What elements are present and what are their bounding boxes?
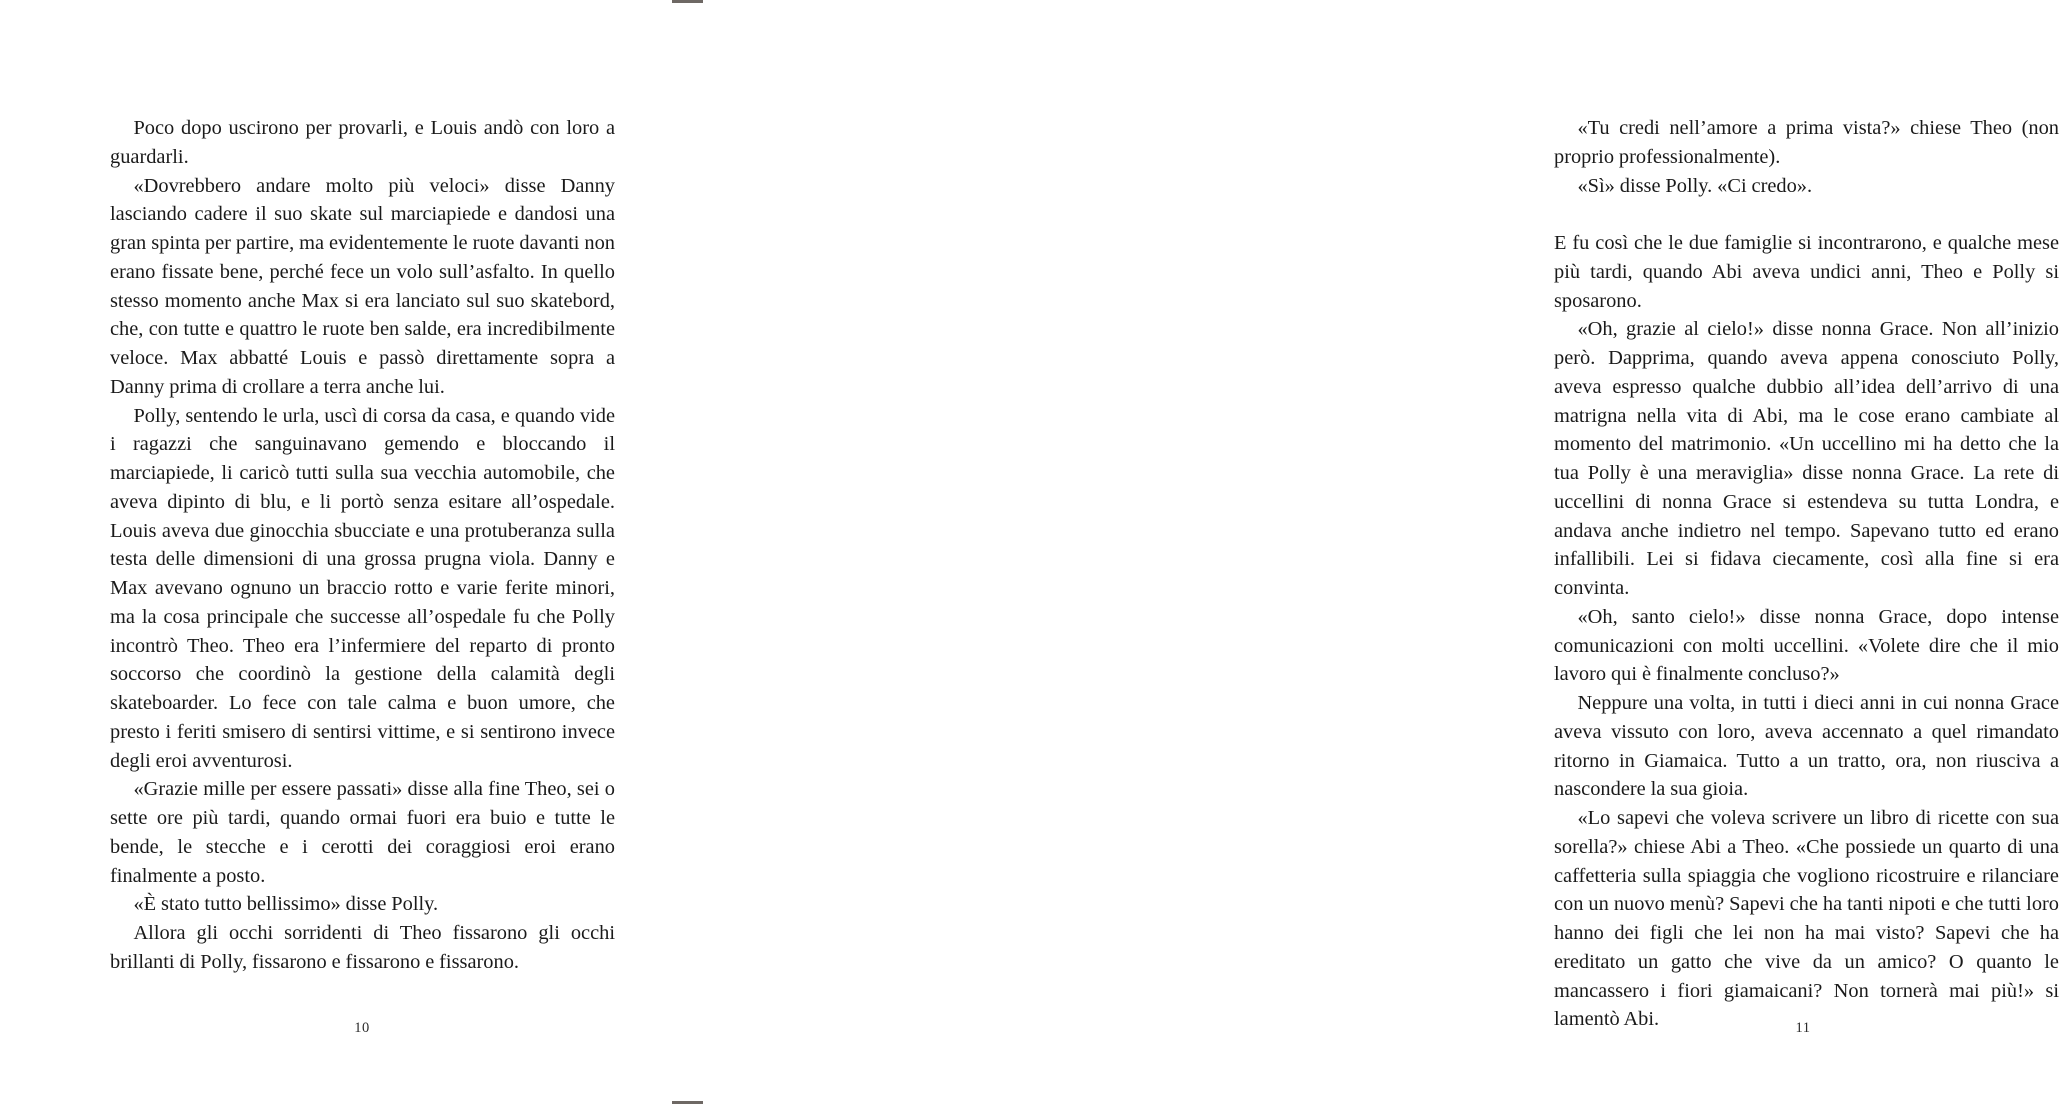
paragraph: Poco dopo uscirono per provarli, e Louis andò con loro a guardarli.: [110, 117, 615, 168]
paragraph: «Sì» disse Polly. «Ci credo».: [1577, 174, 1813, 197]
page-left: [0, 0, 722, 1108]
paragraph: «Dovrebbero andare molto più veloci» disse Danny lasciando cadere il suo skate sul marciapiede e dandosi una gran spinta per partire, ma evidentemente le ruote davanti non erano fissate bene, perché fece un volo sull’asfalto. In quello stesso momento anche Max si era lanciato sul suo skatebord, che, con tutte e quattro le ruote ben salde, era incredibilmente veloce. Max abbatté Louis e passò direttamente sopra a Danny prima di crollare a terra anche lui.: [110, 174, 615, 398]
paragraph: E fu così che le due famiglie si incontrarono, e qualche mese più tardi, quando Abi aveva undici anni, Theo e Polly si sposarono.: [1554, 232, 2059, 312]
paragraph: «Tu credi nell’amore a prima vista?» chiese Theo (non proprio professionalmente).: [1554, 117, 2059, 168]
paragraph: «Oh, santo cielo!» disse nonna Grace, dopo intense comunicazioni con molti uccellini. «Volete dire che il mio lavoro qui è finalmente concluso?»: [1554, 605, 2059, 686]
page-number-right: 11: [1795, 1020, 1811, 1036]
text-column-right: [1554, 114, 2059, 1034]
paragraph: «Lo sapevi che voleva scrivere un libro di ricette con sua sorella?» chiese Abi a Theo. «Che possiede un quarto di una caffetteria sulla spiaggia che vogliono ricostruire e rilanciare con un nuovo menù? Sapevi che ha tanti nipoti e che tutti loro hanno dei figli che lei non ha mai visto? Sapevi che ha ereditato un gatto che vive da un amico? O quanto le mancassero i fiori giamaicani? Non tornerà mai più!» si lamentò Abi.: [1554, 807, 2059, 1031]
paragraph: «Oh, grazie al cielo!» disse nonna Grace. Non all’inizio però. Dapprima, quando aveva appena conosciuto Polly, aveva espresso qualche dubbio all’idea dell’arrivo di una matrigna nella vita di Abi, ma le cose erano cambiate al momento del matrimonio. «Un uccellino mi ha detto che la tua Polly è una meraviglia» disse nonna Grace. La rete di uccellini di nonna Grace si estendeva su tutta Londra, e andava anche indietro nel tempo. Sapevano tutto ed erano infallibili. Lei si fidava ciecamente, così alla fine si era convinta.: [1554, 318, 2059, 599]
paragraph: «È stato tutto bellissimo» disse Polly.: [133, 893, 439, 916]
paragraph: Allora gli occhi sorridenti di Theo fissarono gli occhi brillanti di Polly, fissarono e fissarono e fissarono.: [110, 922, 615, 973]
page-number-left: 10: [354, 1020, 370, 1036]
paragraph: Neppure una volta, in tutti i dieci anni in cui nonna Grace aveva vissuto con loro, aveva accennato a quel rimandato ritorno in Giamaica. Tutto a un tratto, ora, non riusciva a nascondere la sua gioia.: [1554, 692, 2059, 801]
paragraph: «Grazie mille per essere passati» disse alla fine Theo, sei o sette ore più tardi, quando ormai fuori era buio e tutte le bende, le stecche e i cerotti dei coraggiosi eroi erano finalmente a posto.: [110, 778, 615, 887]
paragraph: Polly, sentendo le urla, uscì di corsa da casa, e quando vide i ragazzi che sanguinavano gemendo e bloccando il marciapiede, li caricò tutti sulla sua vecchia automobile, che aveva dipinto di blu, e li portò senza esitare all’ospedale. Louis aveva due ginocchia sbucciate e una protuberanza sulla testa delle dimensioni di una grossa prugna viola. Danny e Max avevano ognuno un braccio rotto e varie ferite minori, ma la cosa principale che successe all’ospedale fu che Polly incontrò Theo. Theo era l’infermiere del reparto di pronto soccorso che coordinò la gestione della calamità degli skateboarder. Lo fece con tale calma e buon umore, che presto i feriti smisero di sentirsi vittime, e si sentirono invece degli eroi avventurosi.: [110, 404, 615, 772]
page-right: [723, 0, 2059, 1108]
text-column-left: [110, 114, 615, 977]
